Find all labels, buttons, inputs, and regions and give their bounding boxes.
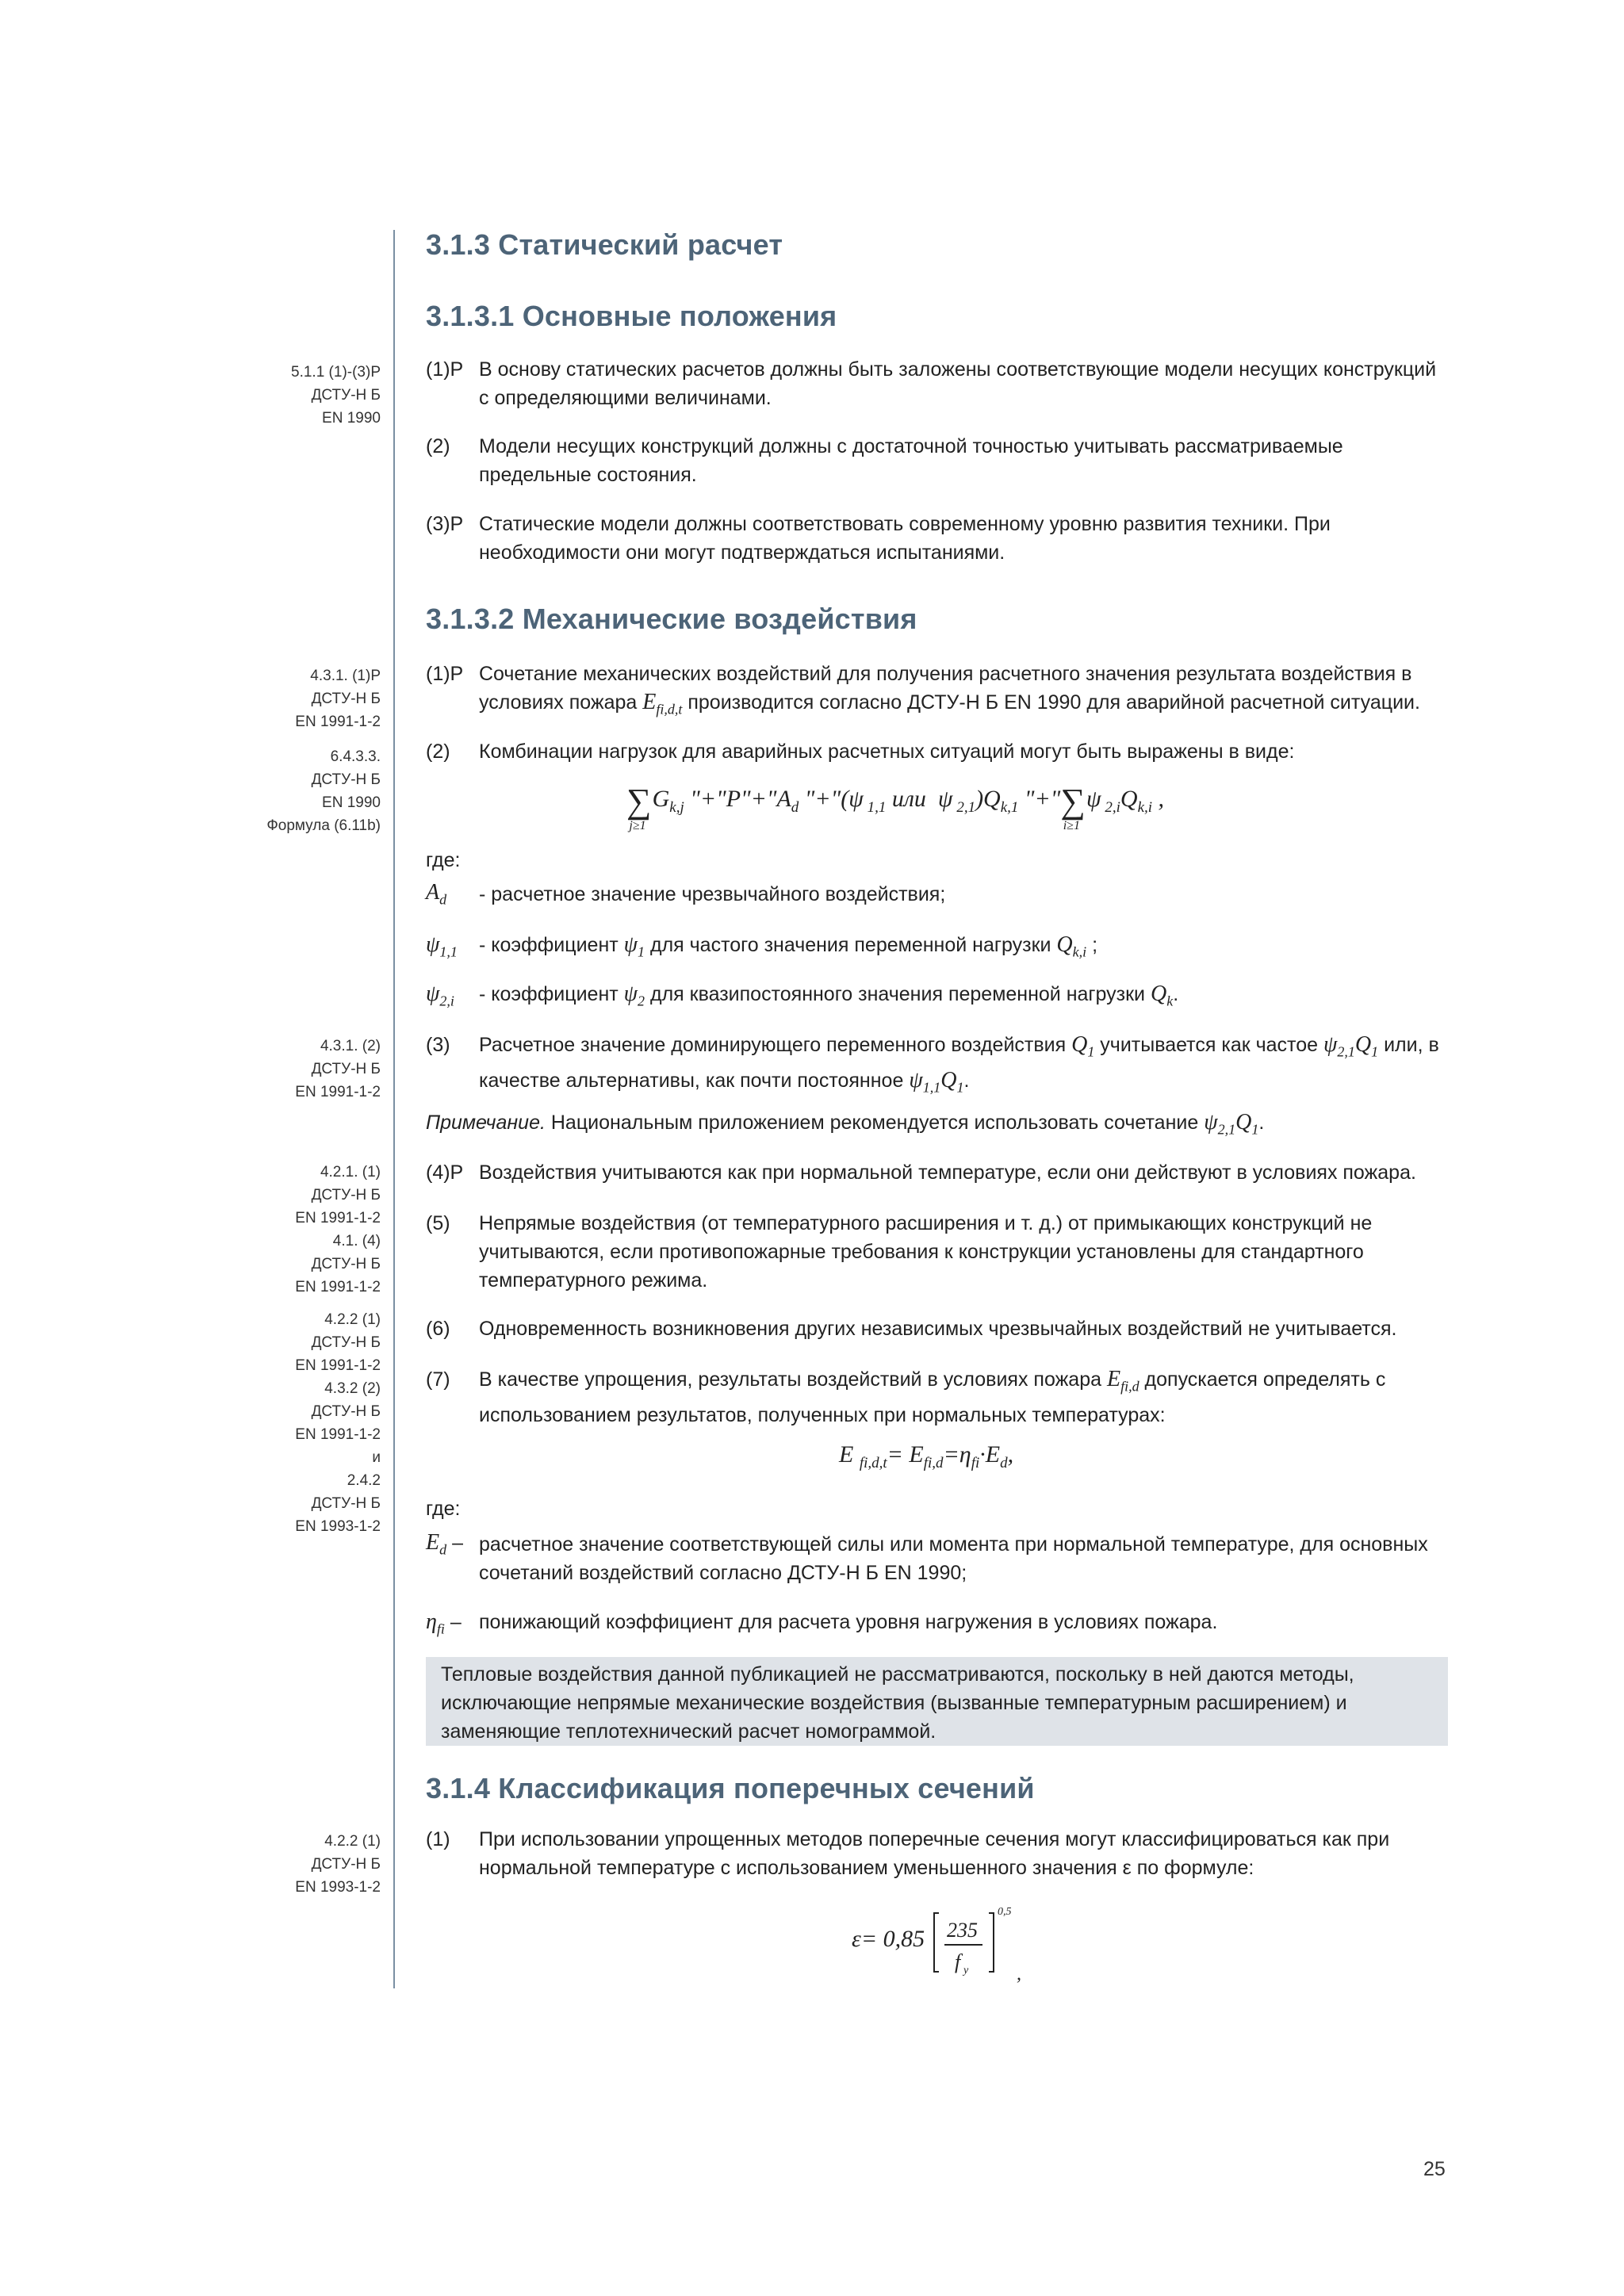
svg-text:,: , <box>1017 1964 1021 1984</box>
side-ref-2: 4.3.1. (1)P ДСТУ-Н Б EN 1991-1-2 <box>295 668 381 730</box>
paragraph: В основу статических расчетов должны быть заложены соответствующие модели несущих конструкций с определяющими величинами. <box>479 358 1437 409</box>
paragraph: Статические модели должны соответствовать современному уровню развития техники. При необходимости они могут подтверждаться испытаниями. <box>479 513 1331 564</box>
page-number: 25 <box>1423 2158 1446 2180</box>
where-label: где: <box>426 1498 461 1520</box>
para-number: (7) <box>426 1368 450 1391</box>
combination-formula: $\sum_{j\ge 1}G_{k,j}$ "$+"P"+"A_d$ "+"(ψ $_{1,1}$ или ψ $_{2,1})Q_{k,1}$ "$+"\sum_{i\ge 1}\psi$ $_{2,i}Q_{k,i}$ , <box>626 782 1165 833</box>
paragraph: Воздействия учитываются как при нормальной температуре, если они действуют в условиях пожара. <box>479 1161 1416 1184</box>
svg-text:f: f <box>955 1950 961 1973</box>
section-heading-3-1-3: 3.1.3 Статический расчет <box>426 228 783 261</box>
para-number: (1) <box>426 1828 450 1850</box>
svg-text:0,5: 0,5 <box>998 1906 1012 1918</box>
symbol-eta: $\eta_{fi}$ – <box>426 1609 462 1637</box>
paragraph: Комбинации нагрузок для аварийных расчетных ситуаций могут быть выражены в виде: <box>479 740 1295 763</box>
side-ref-7: 4.2.2 (1) ДСТУ-Н Б EN 1993-1-2 <box>295 1833 381 1896</box>
svg-text:y: y <box>963 1965 969 1976</box>
symbol-ad: $A_d$ <box>426 880 447 908</box>
highlight-text: Тепловые воздействия данной публикацией не рассматриваются, поскольку в ней даются методы, исключающие непрямые механические воздействия (вызванные температурным расширением) и заменяющие теплотехнический расчет номограммой. <box>441 1663 1354 1743</box>
definition: - коэффициент $\psi_1$ для частого значения переменной нагрузки $Q_{k,i}$ ; <box>479 932 1098 960</box>
para-number: (2) <box>426 740 450 763</box>
paragraph: При использовании упрощенных методов поперечные сечения могут классифицироваться как при нормальной температуре с использованием уменьшенного значения ε по формуле: <box>479 1828 1390 1879</box>
para-number: (5) <box>426 1212 450 1234</box>
side-ref-3: 6.4.3.3. ДСТУ-Н Б EN 1990 Формула (6.11b) <box>266 748 381 834</box>
para-number: (3)P <box>426 513 464 535</box>
definition: - коэффициент $\psi_2$ для квазипостоянного значения переменной нагрузки $Q_k$. <box>479 982 1179 1009</box>
para-number: (4)P <box>426 1161 464 1184</box>
where-label: где: <box>426 849 461 871</box>
definition: - расчетное значение чрезвычайного воздействия; <box>479 883 946 905</box>
effect-formula: E $_{fi,d,t}= E_{fi,d}=\eta_{fi}\cdot E_d$, <box>839 1441 1014 1471</box>
svg-text:ε= 0,85: ε= 0,85 <box>852 1926 925 1952</box>
paragraph: Непрямые воздействия (от температурного расширения и т. д.) от примыкающих конструкций не учитываются, если противопожарные требования к конструкции установлены для стандартного температурного режима. <box>479 1212 1373 1292</box>
para-number: (2) <box>426 435 450 457</box>
section-heading-3-1-4: 3.1.4 Классификация поперечных сечений <box>426 1772 1035 1804</box>
definition: расчетное значение соответствующей силы или момента при нормальной температуре, для основных сочетаний воздействий согласно ДСТУ-Н Б EN 1990; <box>479 1533 1428 1584</box>
section-heading-3-1-3-2: 3.1.3.2 Механические воздействия <box>426 603 917 635</box>
para-number: (3) <box>426 1034 450 1056</box>
para-number: (1)P <box>426 663 464 685</box>
paragraph: Модели несущих конструкций должны с достаточной точностью учитывать рассматриваемые предельные состояния. <box>479 435 1343 486</box>
note: Примечание. Национальным приложением рекомендуется использовать сочетание $\psi_{2,1}Q_1$. <box>426 1110 1265 1138</box>
paragraph: Одновременность возникновения других независимых чрезвычайных воздействий не учитывается. <box>479 1318 1397 1340</box>
side-ref-4: 4.3.1. (2) ДСТУ-Н Б EN 1991-1-2 <box>295 1038 381 1100</box>
svg-text:235: 235 <box>947 1919 978 1942</box>
margin-rule <box>393 230 395 1988</box>
paragraph: В качестве упрощения, результаты воздействий в условиях пожара $E_{fi,d}$ допускается определять с использованием результатов, полученных при нормальных температурах: <box>479 1367 1386 1426</box>
definition: понижающий коэффициент для расчета уровня нагружения в условиях пожара. <box>479 1611 1218 1633</box>
side-ref-1: 5.1.1 (1)-(3)P ДСТУ-Н Б EN 1990 <box>291 364 381 427</box>
para-number: (6) <box>426 1318 450 1340</box>
para-number: (1)P <box>426 358 464 381</box>
side-ref-6: 4.2.2 (1) ДСТУ-Н Б EN 1991-1-2 4.3.2 (2) ДСТУ-Н Б EN 1991-1-2 и 2.4.2 ДСТУ-Н Б EN 1993-1-2 <box>295 1311 381 1535</box>
symbol-psi2i: $\psi_{2,i}$ <box>426 982 454 1009</box>
epsilon-formula-graphic <box>852 1899 1034 1986</box>
highlight-box <box>426 1657 1448 1746</box>
paragraph: Расчетное значение доминирующего переменного воздействия $Q_1$ учитывается как частое $\psi_{2,1}Q_1$ или, в качестве альтернативы, как почти постоянное $\psi_{1,1}Q_1$. <box>479 1032 1439 1096</box>
paragraph: Сочетание механических воздействий для получения расчетного значения результата воздействия в условиях пожара $E_{fi,d,t}$ производится согласно ДСТУ-Н Б EN 1990 для аварийной расчетной ситуации. <box>479 663 1420 718</box>
symbol-ed: $E_d$ – <box>426 1530 464 1558</box>
symbol-psi11: $\psi_{1,1}$ <box>426 932 458 960</box>
section-heading-3-1-3-1: 3.1.3.1 Основные положения <box>426 300 837 332</box>
epsilon-formula <box>852 1899 1034 1992</box>
side-ref-5: 4.2.1. (1) ДСТУ-Н Б EN 1991-1-2 4.1. (4) ДСТУ-Н Б EN 1991-1-2 <box>295 1164 381 1295</box>
